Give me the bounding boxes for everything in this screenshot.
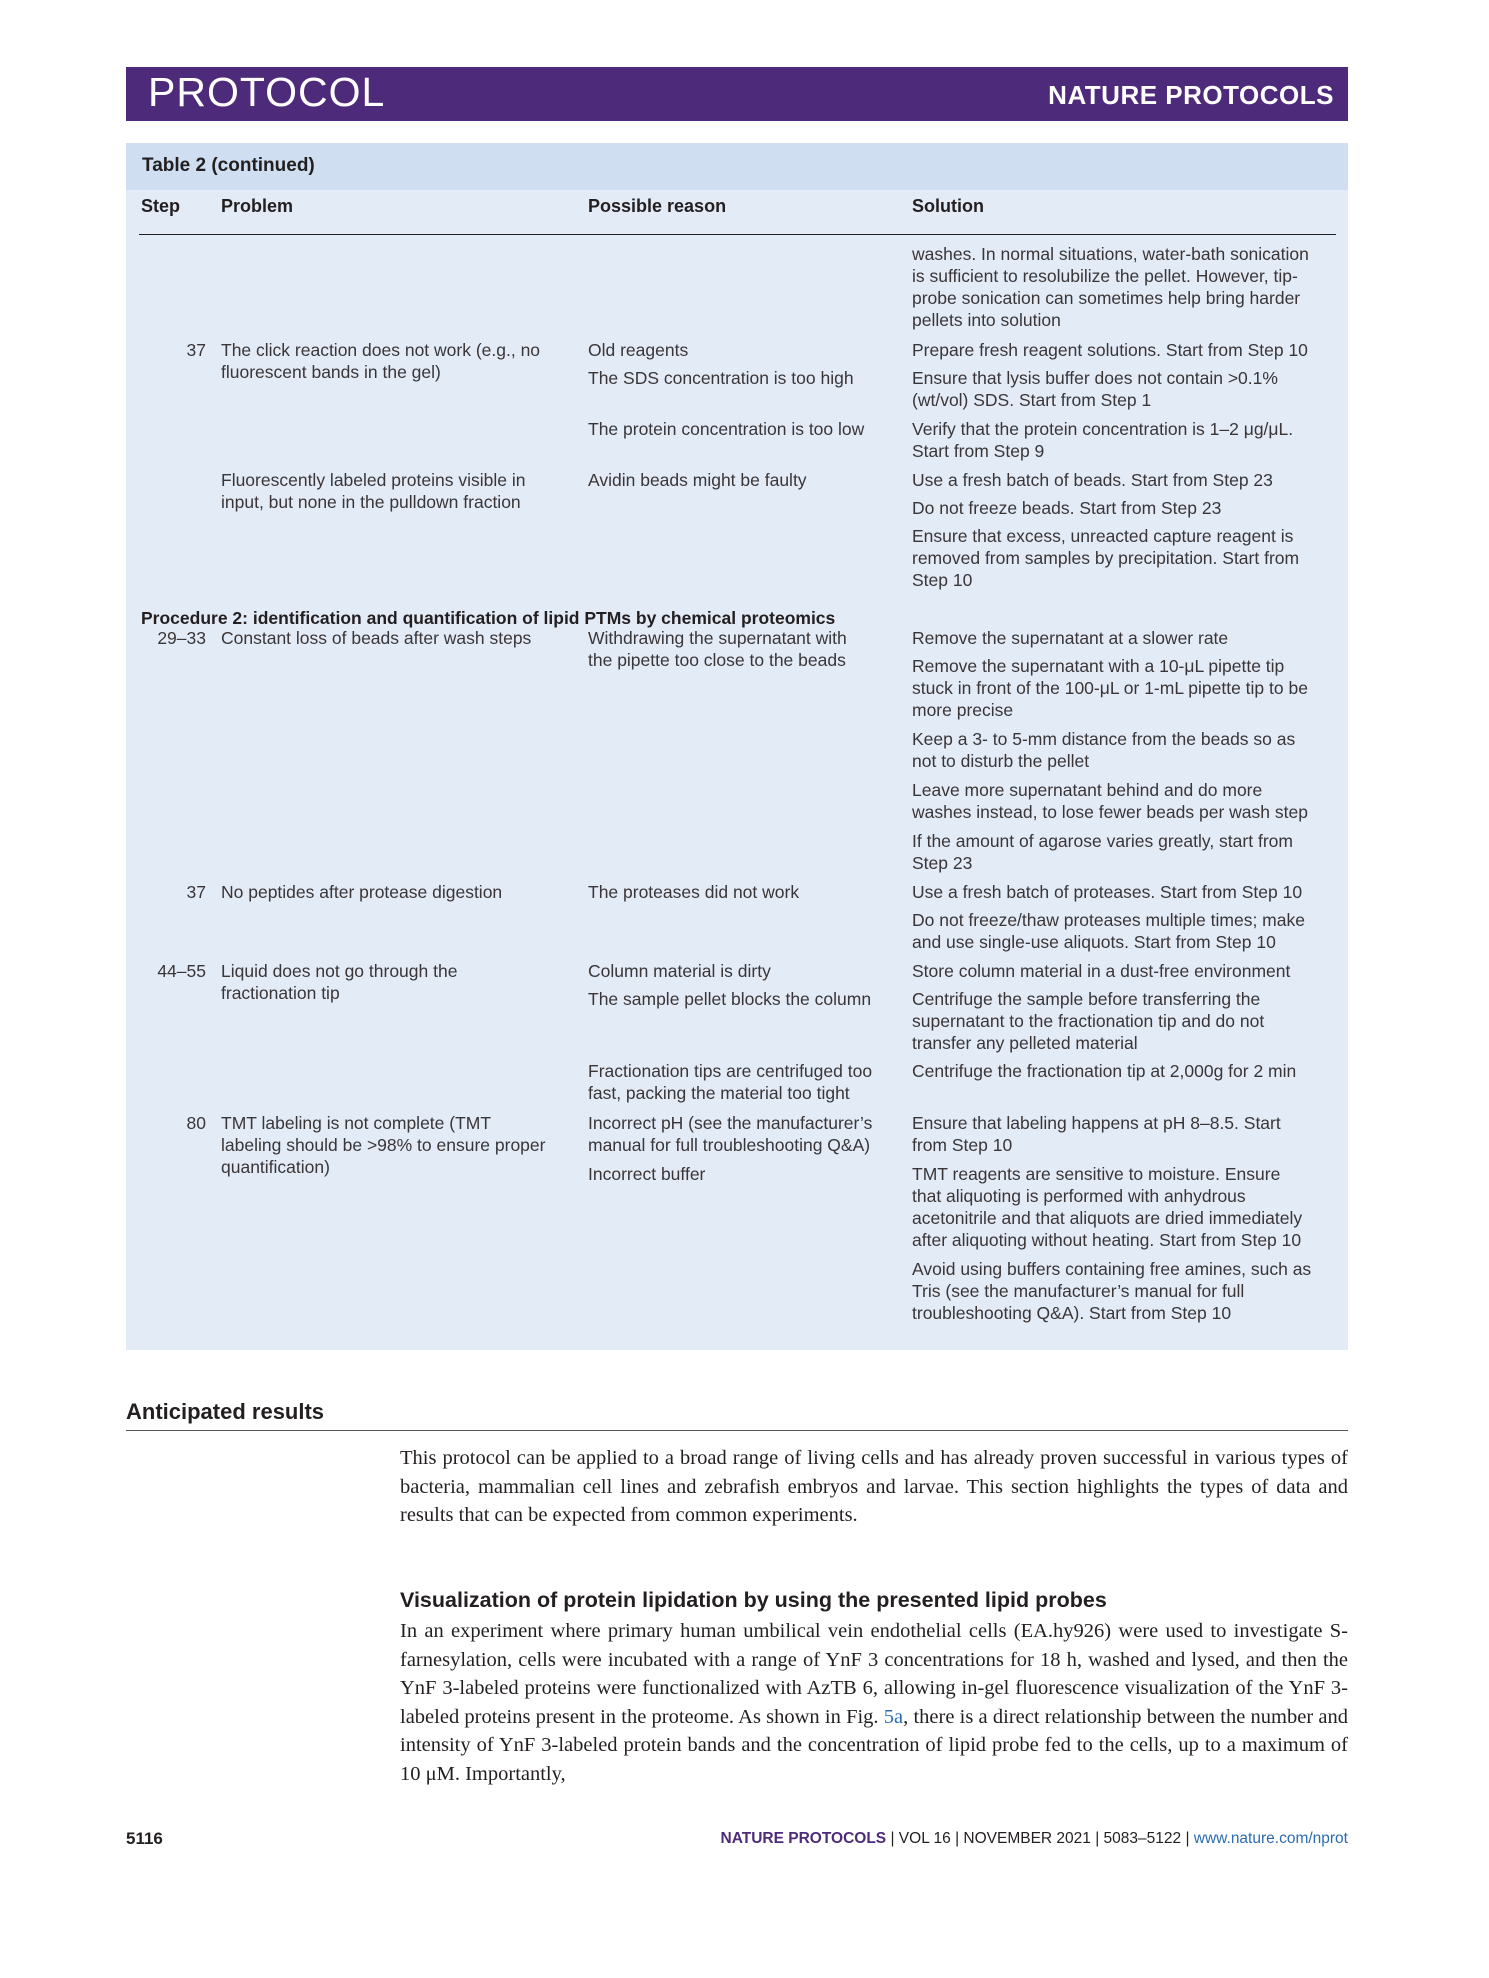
table-cell-prob: Liquid does not go through the fractionation tip [221,961,458,1003]
table-cell-sol: TMT reagents are sensitive to moisture. Ensure that aliquoting is performed with anhydrous acetonitrile and that aliquots are dried immediately after aliquoting without heating. Start from Step 10 [912,1164,1303,1250]
table-cell-sol: Remove the supernatant at a slower rate [912,628,1229,648]
table-cell-sol: Do not freeze/thaw proteases multiple times; make and use single-use aliquots. Start from Step 10 [912,910,1305,952]
table-cell-sol: Verify that the protein concentration is 1–2 μg/μL. Start from Step 9 [912,419,1294,461]
table-cell-sol: Use a fresh batch of beads. Start from Step 23 [912,470,1273,490]
table-cell-step: 37 [186,340,206,360]
table-cell-reason: The SDS concentration is too high [588,368,854,388]
table-cell-reason: Avidin beads might be faulty [588,470,807,490]
footer-volume: | VOL 16 | NOVEMBER 2021 | 5083–5122 | [886,1830,1194,1847]
column-header-reason: Possible reason [588,196,727,216]
section-heading: Anticipated results [126,1399,325,1424]
header-bar [126,67,1348,121]
table-cell-prob: Constant loss of beads after wash steps [221,628,532,648]
column-header-step: Step [141,196,181,216]
table-cell-sol: Ensure that excess, unreacted capture reagent is removed from samples by precipitation. Start from Step 10 [912,526,1300,590]
intro-paragraph: This protocol can be applied to a broad range of living cells and has already proven successful in various types of bacteria, mammalian cell lines and zebrafish embryos and larvae. This section highlights the types of data and results that can be expected from common experiments. [400,1447,1348,1526]
page-number: 5116 [126,1829,163,1848]
table-cell-sol: Ensure that labeling happens at pH 8–8.5. Start from Step 10 [912,1113,1281,1155]
table-cell-sol: Avoid using buffers containing free amines, such as Tris (see the manufacturer’s manual for full troubleshooting Q&A). Start from Step 10 [912,1259,1312,1323]
table-cell-prob: TMT labeling is not complete (TMT labeling should be >98% to ensure proper quantification) [221,1113,546,1177]
table-cell-step: 37 [186,882,206,902]
table-cell-reason: Column material is dirty [588,961,771,981]
paragraph-text-2: , there is a direct relationship between the number and intensity of YnF 3-labeled protein bands and the concentration of lipid probe fed to the cells, up to a maximum of 10 μM. Importantly, [400,1705,1348,1785]
figure-link[interactable]: 5a [883,1705,904,1728]
table-cell-prob: Fluorescently labeled proteins visible in input, but none in the pulldown fraction [221,470,526,512]
table-cell-sol: Use a fresh batch of proteases. Start from Step 10 [912,882,1303,902]
table-cell-reason: Old reagents [588,340,689,360]
table-cell-sol: Ensure that lysis buffer does not contain >0.1% (wt/vol) SDS. Start from Step 1 [912,368,1278,410]
table-cell-reason: The proteases did not work [588,882,800,902]
table-caption-text: Table 2 (continued) [142,155,315,176]
table-cell-sol: Leave more supernatant behind and do more washes instead, to lose fewer beads per wash step [912,780,1308,822]
table-section-title: Procedure 2: identification and quantification of lipid PTMs by chemical proteomics [141,608,836,628]
table-cell-sol: Centrifuge the fractionation tip at 2,000g for 2 min [912,1061,1297,1081]
table-cell-step: 80 [186,1113,206,1133]
section-rule [126,1430,1348,1431]
table-cell-prob: No peptides after protease digestion [221,882,503,902]
body-paragraph [400,1617,1348,1788]
table-cell-reason: The protein concentration is too low [588,419,865,439]
paragraph-text-1: In an experiment where primary human umbilical vein endothelial cells (EA.hy926) were used to investigate S-farnesylation, cells were incubated with a range of YnF 3 concentrations for 18 h, washed and lysed, and then the YnF 3-labeled proteins were functionalized with AzTB 6, allowing in-gel fluorescence visualization of the YnF 3-labeled proteins present in the proteome. As shown in Fig. [400,1620,1348,1728]
table-cell-step: 44–55 [157,961,206,981]
table-cell-sol: Prepare fresh reagent solutions. Start from Step 10 [912,340,1308,360]
column-header-problem: Problem [221,196,294,216]
table-cell-reason: Incorrect pH (see the manufacturer’s manual for full troubleshooting Q&A) [588,1113,873,1155]
footer-citation [721,1830,1348,1848]
table-cell-reason: The sample pellet blocks the column [588,989,872,1009]
table-cell-prob: The click reaction does not work (e.g., no fluorescent bands in the gel) [221,340,541,382]
subsection-heading: Visualization of protein lipidation by using the presented lipid probes [400,1588,1107,1612]
table-caption [126,143,1348,190]
table-cell-step: 29–33 [157,628,206,648]
header-rule [139,234,1336,235]
column-header-solution: Solution [912,196,984,216]
table-cell-reason: Fractionation tips are centrifuged too fast, packing the material too tight [588,1061,873,1103]
table-cell-sol: Do not freeze beads. Start from Step 23 [912,498,1222,518]
table-cell-reason: Withdrawing the supernatant with the pipette too close to the beads [588,628,847,670]
table-cell-sol: If the amount of agarose varies greatly, start from Step 23 [912,831,1293,873]
footer-url[interactable]: www.nature.com/nprot [1193,1830,1348,1847]
table-cell-reason: Incorrect buffer [588,1164,706,1184]
table-cell-sol: Store column material in a dust-free environment [912,961,1291,981]
table-cell-sol: Centrifuge the sample before transferring the supernatant to the fractionation tip and do not transfer any pelleted material [912,989,1265,1053]
footer-journal: NATURE PROTOCOLS [720,1830,887,1847]
article-type-label: PROTOCOL [148,69,386,115]
journal-name: NATURE PROTOCOLS [1048,80,1334,110]
table-cell-sol: washes. In normal situations, water-bath sonication is sufficient to resolubilize the pellet. However, tip- probe sonication can sometimes help bring harder pellets into solution [912,244,1309,330]
table-cell-sol: Remove the supernatant with a 10-μL pipette tip stuck in front of the 100-μL or 1-mL pipette tip to be more precise [912,656,1308,720]
table-cell-sol: Keep a 3- to 5-mm distance from the beads so as not to disturb the pellet [912,729,1296,771]
